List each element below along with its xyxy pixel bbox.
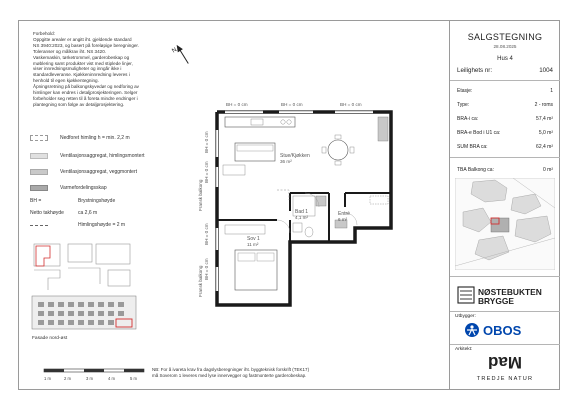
disclaimer-notes	[33, 31, 165, 108]
notes-line: Toleranser og målkrav iht. NS 3420.	[33, 48, 107, 54]
apartment-number-row	[457, 67, 553, 74]
scale-label: 4 m	[108, 376, 115, 381]
spec-value: 57,4 m²	[536, 116, 553, 122]
room-area-bad: 4,1 m²	[295, 215, 309, 220]
panel-date: 28.08.2025	[493, 44, 517, 49]
spec-key: Etasje:	[457, 88, 473, 94]
info-value: Brystningshøyde	[78, 198, 116, 204]
info-value: Himlingshøyde = 2 m	[78, 222, 126, 228]
spec-value: 2 - roms	[534, 102, 553, 108]
key-plan	[30, 240, 138, 335]
spec-row	[457, 130, 553, 136]
info-row	[30, 198, 115, 204]
divider	[450, 344, 560, 345]
bh-label: BH = 0 cm	[226, 102, 248, 107]
info-key: Netto takhøyde	[30, 210, 64, 216]
spec-row	[457, 144, 553, 150]
bh-label: BH = 0 cm	[281, 102, 303, 107]
north-label: N	[171, 47, 179, 55]
apartment-number-label: Leilighets nr:	[457, 67, 493, 74]
spec-value: 1	[550, 88, 553, 94]
obos-wordmark: OBOS	[483, 323, 522, 338]
spec-row	[457, 88, 553, 94]
footer-line: NB: For å ivareta krav fra dagslysberegninger iht. byggteknisk forskrift (TEK17)	[152, 367, 310, 372]
info-value: ca 2,6 m	[78, 210, 98, 216]
notes-line: standardleveranse. Kjøkkeninnredning leveres i	[33, 72, 130, 78]
spec-key: BRA-e Bod i U1 ca:	[457, 130, 501, 136]
divider	[450, 80, 560, 81]
notes-line: møblering samt produkter vist med stiplede linjer,	[33, 60, 133, 66]
footer-line: må Soverom 1 leveres med lyse innervegger og fastmonterte garderobeskap.	[152, 373, 307, 378]
site-map	[455, 178, 555, 270]
divider	[450, 311, 560, 312]
spec-row	[457, 102, 553, 108]
spec-row	[457, 116, 553, 122]
scale-bar	[30, 366, 150, 388]
divider	[450, 276, 560, 277]
notes-line: Vaskemaskin, tørketrommel, garderobeskap og	[33, 54, 130, 60]
legend-item	[30, 167, 190, 177]
room-name-bad: Bad 1	[295, 209, 309, 215]
spec-value: 5,0 m²	[538, 130, 553, 136]
info-row	[30, 210, 97, 216]
spec-value: 62,4 m²	[536, 144, 553, 150]
dashed-line-swatch	[30, 225, 48, 228]
balcony-label: Fransk balkong	[198, 179, 203, 211]
spec-value: 0 m²	[543, 167, 553, 173]
info-row	[30, 222, 125, 228]
panel-house: Hus 4	[497, 56, 513, 62]
panel-title: SALGSTEGNING	[467, 32, 543, 42]
notes-line: himlinger kan endres i detaljprosjekteringen. Selger	[33, 90, 138, 96]
brand-bottom: BRYGGE	[478, 296, 514, 306]
notes-line: henhold til egen kjøkkentegning.	[33, 78, 99, 84]
bh-label: BH = 0 cm	[204, 131, 209, 153]
room-area-sov: 11 m²	[247, 242, 259, 247]
bh-label: BH = 0 cm	[204, 223, 209, 245]
legend-item	[30, 133, 190, 143]
notes-line: NS 3940:2023, og basert på foreløpige beregninger.	[33, 42, 139, 48]
room-name-entre: Entré	[338, 211, 350, 217]
notes-heading: Forbehold:	[33, 31, 55, 36]
dashed-ceiling-swatch	[30, 135, 48, 141]
legend-item	[30, 183, 190, 193]
architect-subtitle: TREDJE NATUR	[476, 376, 534, 382]
notes-line: Oppgitte arealer er angitt iht. gjeldende standard	[33, 36, 132, 42]
bh-label: BH = 0 cm	[204, 161, 209, 183]
divider	[450, 157, 560, 158]
notes-line: viser innredningsmuligheter og inngår ikke i	[33, 66, 122, 72]
footer-note	[152, 367, 442, 379]
brand-top: NØSTEBUKTEN	[478, 287, 542, 297]
room-name-sov: Sov 1	[247, 236, 260, 242]
spec-key: SUM BRA ca:	[457, 144, 488, 150]
architect-logo: Mad	[488, 353, 522, 372]
floor-plan	[195, 95, 415, 315]
legend-item	[30, 151, 190, 161]
obos-logo	[464, 321, 544, 339]
notes-line: plantegning som følge av detaljprosjektering.	[33, 101, 125, 107]
scale-label: 5 m	[130, 376, 137, 381]
spec-key: Type:	[457, 102, 470, 108]
legend-label: Ventilasjonsaggregat, himlingsmontert	[60, 153, 145, 159]
scale-label: 2 m	[64, 376, 71, 381]
heat-cabinet-swatch	[30, 185, 48, 191]
developer-label: Utbygger:	[455, 314, 476, 319]
info-panel	[449, 20, 560, 390]
spec-key: BRA-i ca:	[457, 116, 479, 122]
room-area-stue: 36 m²	[280, 159, 292, 164]
spec-key: TBA Balkong ca:	[457, 167, 494, 173]
brand-logo	[456, 285, 556, 307]
notes-line: forbeholder seg retten til å foreta mindre endringer i	[33, 95, 138, 101]
north-arrow-icon	[168, 40, 198, 70]
bh-label: BH = 0 cm	[340, 102, 362, 107]
room-name-stue: Stue/Kjøkken	[280, 153, 310, 159]
scale-label: 1 m	[44, 376, 51, 381]
legend-label: Nedforet himling h = min. 2,2 m	[60, 135, 130, 141]
ceiling-vent-swatch	[30, 153, 48, 159]
balcony-label: Fransk balkong	[198, 265, 203, 297]
wall-vent-swatch	[30, 169, 48, 175]
scale-label: 3 m	[86, 376, 93, 381]
notes-line: Åpningsretning på balkongskyvedør og nedforing av	[33, 84, 139, 90]
legend-label: Varmefordelingsskap	[60, 185, 107, 191]
apartment-number-value: 1004	[539, 67, 553, 74]
spec-row	[457, 167, 553, 173]
room-area-entre: 6 m²	[338, 217, 348, 222]
architect-label: Arkitekt:	[455, 347, 473, 352]
legend-label: Ventilasjonsaggregat, veggmontert	[60, 169, 137, 175]
facade-label: Fasade nord-øst	[32, 336, 68, 341]
bh-label: BH = 0 cm	[204, 258, 209, 280]
info-key: BH =	[30, 198, 42, 204]
